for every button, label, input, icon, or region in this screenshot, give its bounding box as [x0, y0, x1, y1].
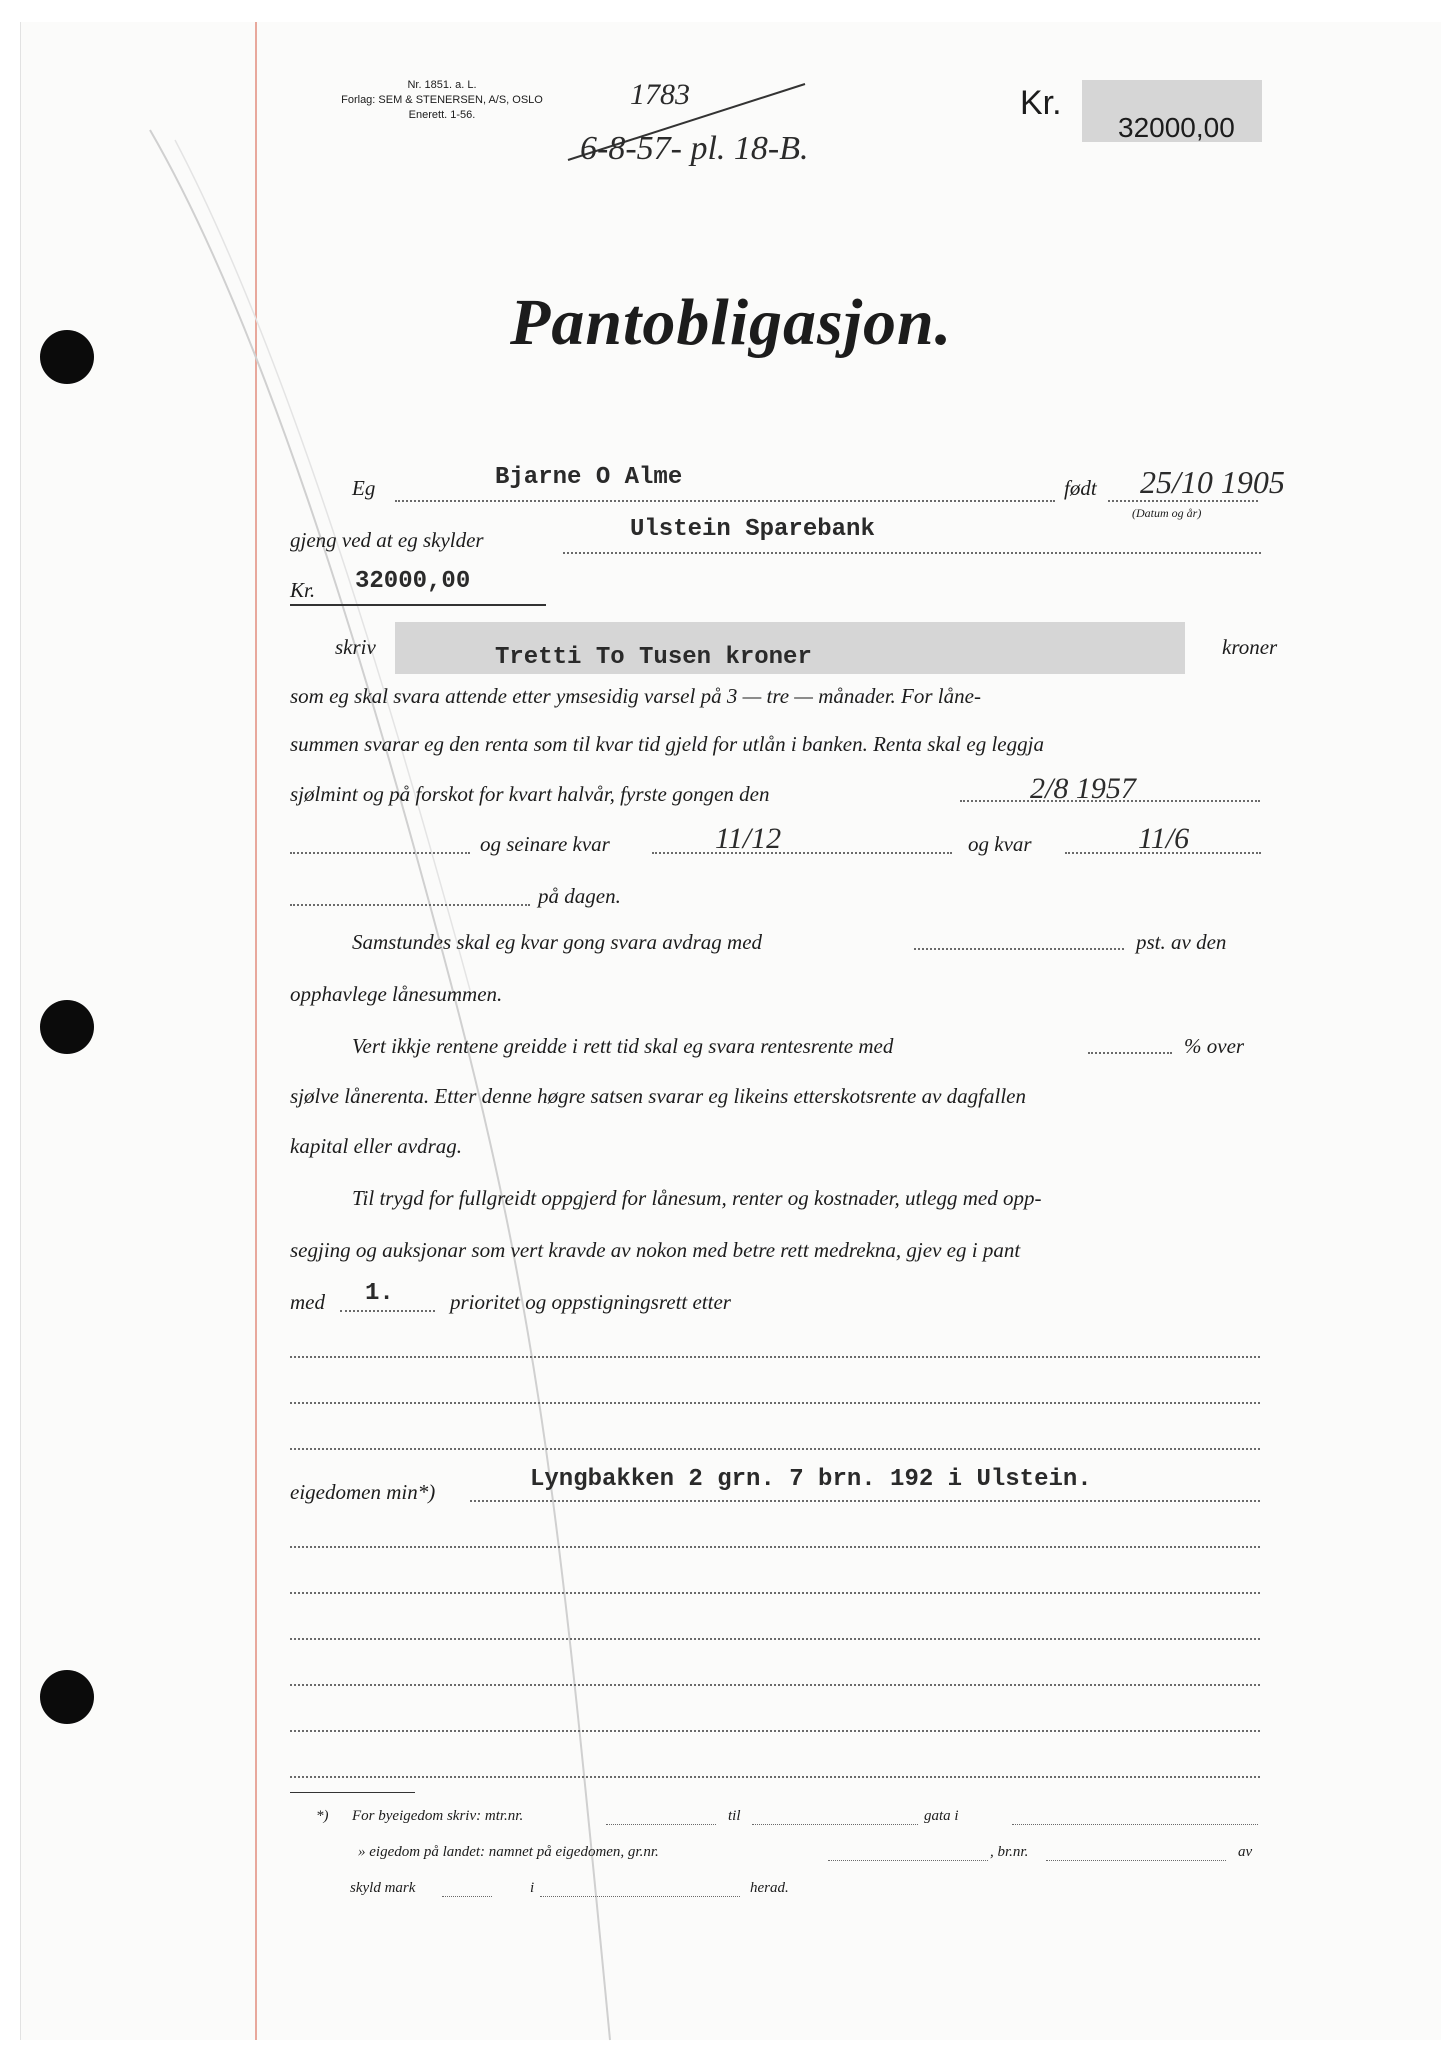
- creditor-line: [563, 552, 1261, 554]
- footnote-star: *): [316, 1808, 329, 1824]
- publisher: Forlag: SEM & STENERSEN, A/S, OSLO: [341, 94, 543, 106]
- footnote-line2-c: av: [1238, 1844, 1253, 1860]
- handwritten-ref-number: 1783: [630, 78, 690, 111]
- footnote-blank: [752, 1824, 918, 1825]
- blank-line: [290, 1546, 1260, 1548]
- footnote-line2-b: , br.nr.: [990, 1844, 1029, 1860]
- blank-line: [290, 1448, 1260, 1450]
- birth-date: 25/10 1905: [1140, 464, 1285, 500]
- binder-hole: [40, 330, 94, 384]
- blank-line: [290, 1402, 1260, 1404]
- seinare-blank: [290, 852, 470, 854]
- footnote-line3-b: i: [530, 1880, 535, 1896]
- amount-in-words: Tretti To Tusen kroner: [495, 644, 812, 671]
- eg-label: Eg: [352, 476, 376, 500]
- copyright: Enerett. 1-56.: [408, 109, 476, 121]
- first-date: 2/8 1957: [1030, 772, 1136, 805]
- p4-line2: segjing og auksjonar som vert kravde av nokon med betre rett medrekna, gjev eg i pant: [290, 1238, 1021, 1262]
- date-2: 11/12: [715, 822, 782, 855]
- kr-underline: [290, 604, 546, 606]
- loan-amount: 32000,00: [355, 568, 471, 595]
- binder-hole: [40, 1000, 94, 1054]
- date-3: 11/6: [1138, 822, 1190, 855]
- property-description: Lyngbakken 2 grn. 7 brn. 192 i Ulstein.: [530, 1466, 1092, 1493]
- pa-dagen-blank: [290, 904, 530, 906]
- form-number: Nr. 1851. a. L.: [407, 79, 477, 91]
- footnote-line3-c: herad.: [750, 1880, 789, 1896]
- footnote-blank: [540, 1896, 740, 1897]
- footnote-line2-a: » eigedom på landet: namnet på eigedomen, gr.nr.: [358, 1844, 659, 1860]
- p3-line2: sjølve lånerenta. Etter denne høgre satsen svarar eg likeins etterskotsrente av dagfallen: [290, 1084, 1027, 1108]
- p3-line1-a: Vert ikkje rentene greidde i rett tid skal eg svara rentesrente med: [352, 1034, 894, 1058]
- p3-line1-b: % over: [1184, 1034, 1245, 1058]
- blank-line: [290, 1776, 1260, 1778]
- document-title: Pantobligasjon.: [510, 286, 953, 359]
- p4-line1: Til trygd for fullgreidt oppgjerd for lånesum, renter og kostnader, utlegg med opp-: [352, 1186, 1042, 1210]
- blank-line: [290, 1592, 1260, 1594]
- footnote-line1-a: For byeigedom skriv: mtr.nr.: [352, 1808, 524, 1824]
- skylder-label: gjeng ved at eg skylder: [290, 528, 484, 552]
- priority-text: prioritet og oppstigningsrett etter: [450, 1290, 731, 1314]
- og-kvar-label: og kvar: [968, 832, 1032, 856]
- property-line: [470, 1500, 1260, 1502]
- priority: 1.: [365, 1280, 394, 1307]
- med-label: med: [290, 1290, 325, 1314]
- footnote-blank: [606, 1824, 716, 1825]
- avdrag-blank: [914, 948, 1124, 950]
- p1-line3: sjølmint og på forskot for kvart halvår, fyrste gongen den: [290, 782, 770, 806]
- p1-line2: summen svarar eg den renta som til kvar tid gjeld for utlån i banken. Renta skal eg leggja: [290, 732, 1044, 756]
- footnote-blank: [828, 1860, 988, 1861]
- amount-value: 32000,00: [1118, 112, 1235, 143]
- birth-hint: (Datum og år): [1132, 506, 1202, 520]
- blank-line: [290, 1684, 1260, 1686]
- footnote-line1-c: gata i: [924, 1808, 959, 1824]
- p2-line2: opphavlege lånesummen.: [290, 982, 503, 1006]
- p3-line3: kapital eller avdrag.: [290, 1134, 463, 1158]
- p2-line1-b: pst. av den: [1136, 930, 1227, 954]
- priority-line: [340, 1310, 435, 1312]
- p2-line1-a: Samstundes skal eg kvar gong svara avdrag med: [352, 930, 763, 954]
- form-imprint: [312, 78, 572, 123]
- seinare-label: og seinare kvar: [480, 832, 610, 856]
- binder-hole: [40, 1670, 94, 1724]
- rentesrente-blank: [1088, 1052, 1172, 1054]
- footnote-blank: [1046, 1860, 1226, 1861]
- handwritten-date-ref: 6-8-57- pl. 18-B.: [580, 130, 809, 167]
- creditor: Ulstein Sparebank: [630, 516, 875, 543]
- date-2-line: [652, 852, 952, 854]
- footnote-line3-a: skyld mark: [350, 1880, 416, 1896]
- skriv-label: skriv: [335, 635, 376, 659]
- p1-line1: som eg skal svara attende etter ymsesidig varsel på 3 — tre — månader. For låne-: [290, 684, 981, 708]
- footnote-blank: [1012, 1824, 1258, 1825]
- footnote-line1-b: til: [728, 1808, 741, 1824]
- name-line: [395, 500, 1055, 502]
- blank-line: [290, 1638, 1260, 1640]
- footnote-rule: [290, 1792, 415, 1793]
- kr-label: Kr.: [290, 578, 316, 602]
- debtor-name: Bjarne O Alme: [495, 464, 683, 491]
- footnote-blank: [442, 1896, 492, 1897]
- pa-dagen: på dagen.: [538, 884, 621, 908]
- blank-line: [290, 1356, 1260, 1358]
- amount-label: Kr.: [1020, 84, 1062, 122]
- fodt-label: født: [1064, 476, 1097, 500]
- blank-line: [290, 1730, 1260, 1732]
- property-label: eigedomen min*): [290, 1480, 436, 1504]
- kroner-label: kroner: [1222, 635, 1278, 659]
